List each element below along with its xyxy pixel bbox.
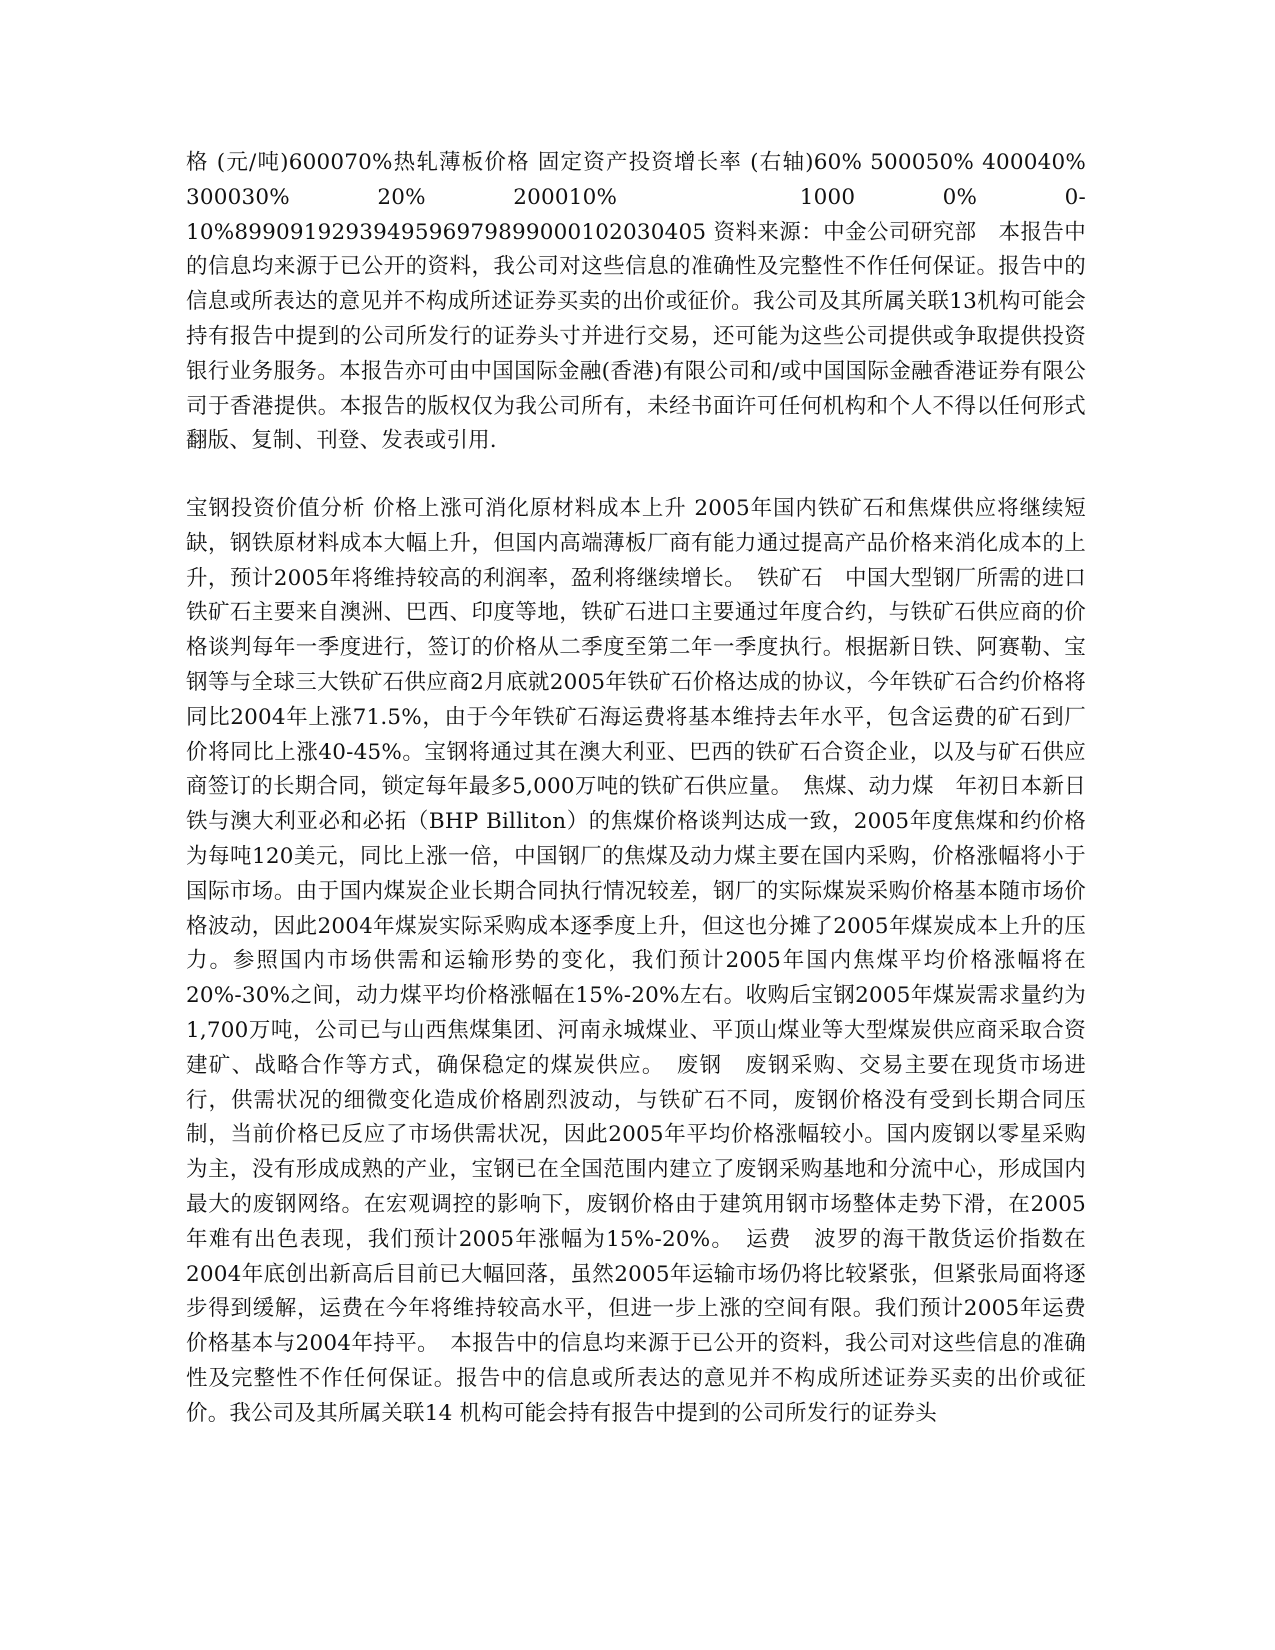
paragraph-analysis: 宝钢投资价值分析 价格上涨可消化原材料成本上升 2005年国内铁矿石和焦煤供应将继续短缺，钢铁原材料成本大幅上升，但国内高端薄板厂商有能力通过提高产品价格来消化成本的上升，预计2005年将维持较高的利润率，盈利将继续增长。 铁矿石 中国大型钢厂所需的进口铁矿石主要来自澳洲、巴西、印度等地，铁矿石进口主要通过年度合约，与铁矿石供应商的价格谈判每年一季度进行，签订的价格从二季度至第二年一季度执行。根据新日铁、阿赛勒、宝钢等与全球三大铁矿石供应商2月底就2005年铁矿石价格达成的协议，今年铁矿石合约价格将同比2004年上涨71.5%，由于今年铁矿石海运费将基本维持去年水平，包含运费的矿石到厂价将同比上涨40-45%。宝钢将通过其在澳大利亚、巴西的铁矿石合资企业，以及与矿石供应商签订的长期合同，锁定每年最多5,000万吨的铁矿石供应量。 焦煤、动力煤 年初日本新日铁与澳大利亚必和必拓（BHP Billiton）的焦煤价格谈判达成一致，2005年度焦煤和约价格为每吨120美元，同比上涨一倍，中国钢厂的焦煤及动力煤主要在国内采购，价格涨幅将小于国际市场。由于国内煤炭企业长期合同执行情况较差，钢厂的实际煤炭采购价格基本随市场价格波动，因此2004年煤炭实际采购成本逐季度上升，但这也分摊了2005年煤炭成本上升的压力。参照国内市场供需和运输形势的变化，我们预计2005年国内焦煤平均价格涨幅将在20%-30%之间，动力煤平均价格涨幅在15%-20%左右。收购后宝钢2005年煤炭需求量约为1,700万吨，公司已与山西焦煤集团、河南永城煤业、平顶山煤业等大型煤炭供应商采取合资建矿、战略合作等方式，确保稳定的煤炭供应。 废钢 废钢采购、交易主要在现货市场进行，供需状况的细微变化造成价格剧烈波动，与铁矿石不同，废钢价格没有受到长期合同压制，当前价格已反应了市场供需状况，因此2005年平均价格涨幅较小。国内废钢以零星采购为主，没有形成成熟的产业，宝钢已在全国范围内建立了废钢采购基地和分流中心，形成国内最大的废钢网络。在宏观调控的影响下，废钢价格由于建筑用钢市场整体走势下滑，在2005年难有出色表现，我们预计2005年涨幅为15%-20%。 运费 波罗的海干散货运价指数在2004年底创出新高后目前已大幅回落，虽然2005年运输市场仍将比较紧张，但紧张局面将逐步得到缓解，运费在今年将维持较高水平，但进一步上涨的空间有限。我们预计2005年运费价格基本与2004年持平。 本报告中的信息均来源于已公开的资料，我公司对这些信息的准确性及完整性不作任何保证。报告中的信息或所表达的意见并不构成所述证券买卖的出价或征价。我公司及其所属关联14 机构可能会持有报告中提到的公司所发行的证券头 xyxy=(186,496,1086,1426)
paragraph-disclaimer: 格 (元/吨)600070%热轧薄板价格 固定资产投资增长率 (右轴)60% 500050% 400040% 300030% 20% 200010% 1000 0% 0-10%8990919293949596979899000102030405 资料来源：中金公司研究部 本报告中的信息均来源于已公开的资料，我公司对这些信息的准确性及完整性不作任何保证。报告中的信息或所表达的意见并不构成所述证券买卖的出价或征价。我公司及其所属关联13机构可能会持有报告中提到的公司所发行的证券头寸并进行交易，还可能为这些公司提供或争取提供投资银行业务服务。本报告亦可由中国国际金融(香港)有限公司和/或中国国际金融香港证券有限公司于香港提供。本报告的版权仅为我公司所有，未经书面许可任何机构和个人不得以任何形式翻版、复制、刊登、发表或引用. xyxy=(186,150,1086,454)
